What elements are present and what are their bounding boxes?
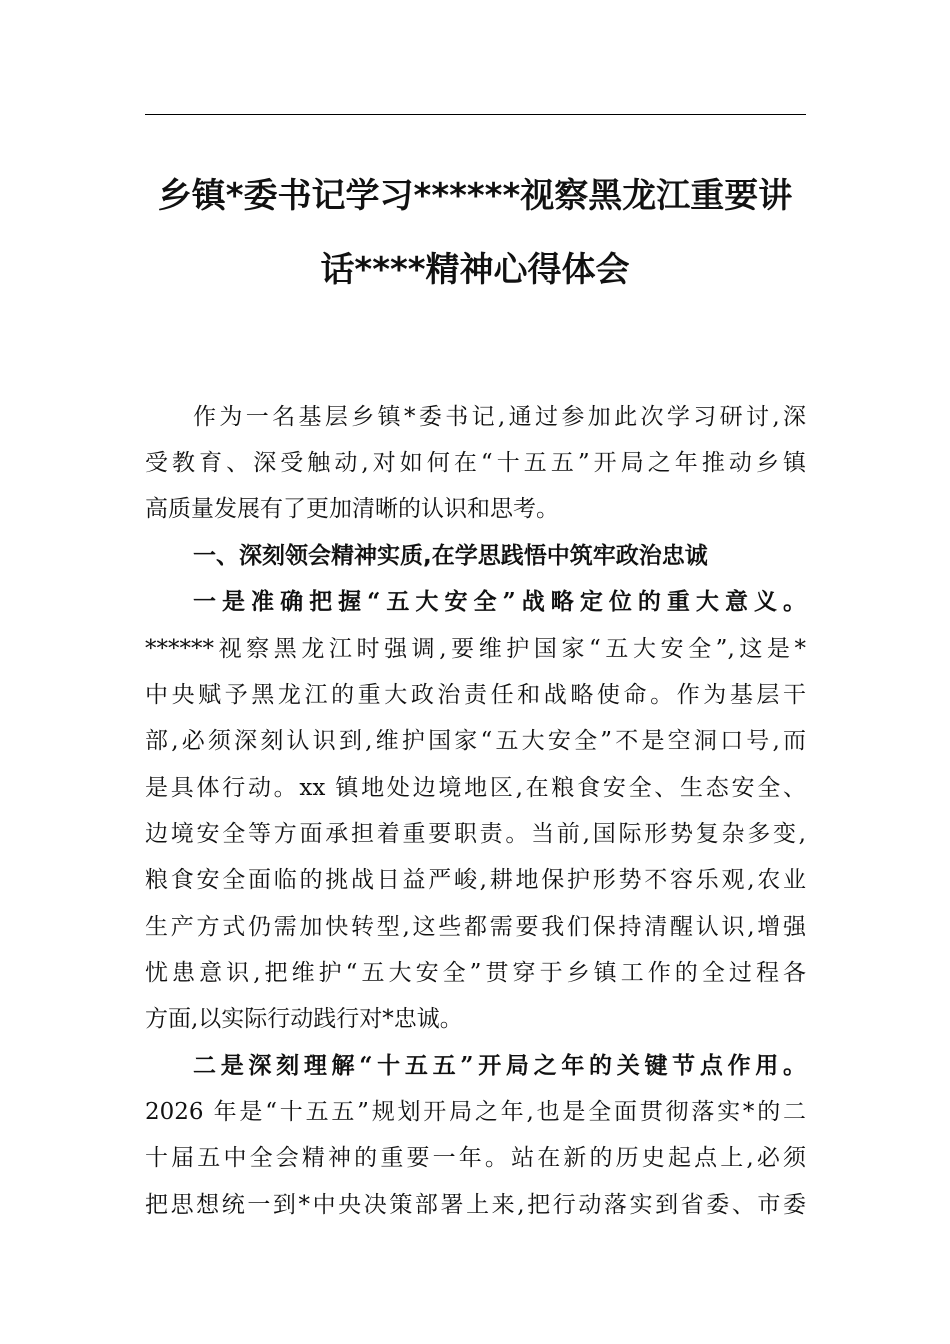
- body-line: 2026 年是“十五五”规划开局之年,也是全面贯彻落实*的二: [145, 1099, 806, 1125]
- body-line: 忧患意识,把维护“五大安全”贯穿于乡镇工作的全过程各: [145, 960, 806, 986]
- intro-line: 受教育、深受触动,对如何在“十五五”开局之年推动乡镇: [145, 450, 806, 476]
- point-heading: 二是深刻理解“十五五”开局之年的关键节点作用。: [193, 1052, 806, 1079]
- body-line: 粮食安全面临的挑战日益严峻,耕地保护形势不容乐观,农业: [145, 867, 806, 893]
- point-heading: 一是准确把握“五大安全”战略定位的重大意义。: [193, 588, 806, 615]
- intro-line: 高质量发展有了更加清晰的认识和思考。: [145, 496, 559, 522]
- body-line: 把思想统一到*中央决策部署上来,把行动落实到省委、市委: [145, 1192, 806, 1218]
- body-line: 生产方式仍需加快转型,这些都需要我们保持清醒认识,增强: [145, 914, 806, 940]
- intro-line: 作为一名基层乡镇*委书记,通过参加此次学习研讨,深: [193, 404, 806, 430]
- document-title-line-2: 话****精神心得体会: [320, 250, 630, 290]
- section-heading: 一、深刻领会精神实质,在学思践悟中筑牢政治忠诚: [193, 543, 708, 569]
- body-line: 是具体行动。xx 镇地处边境地区,在粮食安全、生态安全、: [145, 775, 806, 801]
- header-rule: [145, 114, 806, 115]
- body-line: 边境安全等方面承担着重要职责。当前,国际形势复杂多变,: [145, 821, 806, 847]
- body-line: 方面,以实际行动践行对*忠诚。: [145, 1006, 463, 1032]
- body-line: 部,必须深刻认识到,维护国家“五大安全”不是空洞口号,而: [145, 728, 806, 754]
- body-line: ******视察黑龙江时强调,要维护国家“五大安全”,这是*: [145, 636, 806, 662]
- body-line: 十届五中全会精神的重要一年。站在新的历史起点上,必须: [145, 1145, 806, 1171]
- document-title-line-1: 乡镇*委书记学习******视察黑龙江重要讲: [157, 176, 793, 216]
- body-line: 中央赋予黑龙江的重大政治责任和战略使命。作为基层干: [145, 682, 806, 708]
